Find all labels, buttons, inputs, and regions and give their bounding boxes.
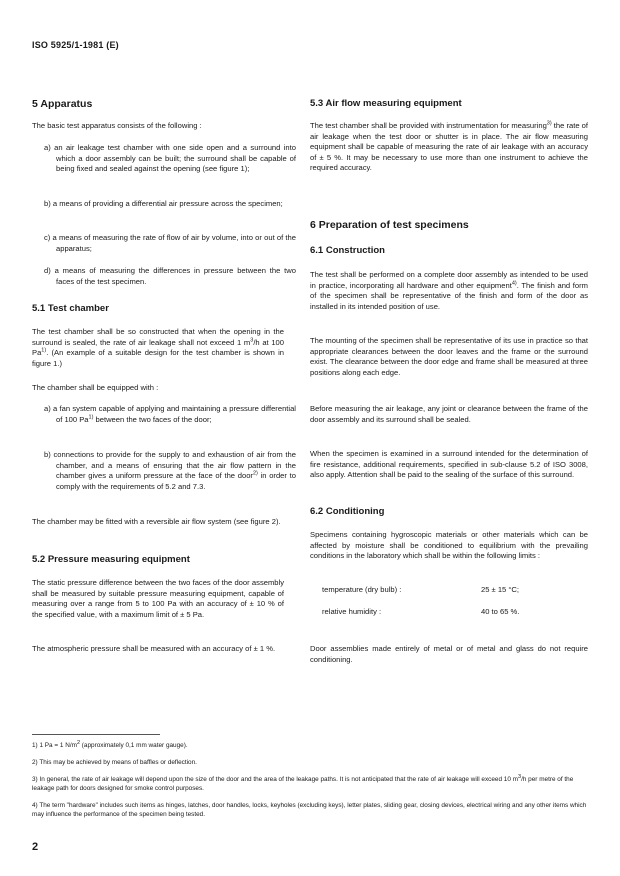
chamber-item-b: b) connections to provide for the supply to and exhaustion of air from the chamber, and a means of ensuring that the air flow pattern in the chamber gives a uniform pressure at the face of the door$^{2)}$ in order to comply with the requirements of 5.2 and 7.3. xyxy=(44,450,296,491)
apparatus-item-a: a) an air leakage test chamber with one side open and a surround into which a door assembly can be built; the surround shall be capable of being fixed and sealed against the opening (see figure 1); xyxy=(44,143,296,174)
section-5-1-heading: 5.1 Test chamber xyxy=(32,303,109,314)
apparatus-item-c: c) a means of measuring the rate of flow of air by volume, into or out of the apparatus; xyxy=(44,233,296,253)
section-6-1-para-3: Before measuring the air leakage, any joint or clearance between the frame of the door assembly and its surround shall be sealed. xyxy=(310,404,588,424)
section-5-3-para-1: The test chamber shall be provided with instrumentation for measuring$^{3)}$ the rate of air leakage when the test door or shutter is in place. The air flow measuring equipment shall be capable of measuring the rate of air leakage with an accuracy of ± 5 %. It may be necessary to use more than one instrument to achieve the required accuracy. xyxy=(310,120,588,173)
footnote-divider xyxy=(32,734,160,735)
chamber-item-a: a) a fan system capable of applying and maintaining a pressure differential of 100 Pa$^{1)}$ between the two faces of the door; xyxy=(44,404,296,424)
humidity-label: relative humidity : xyxy=(322,607,382,616)
humidity-value: 40 to 65 %. xyxy=(481,607,520,616)
section-5-2-para-1: The static pressure difference between the two faces of the door assembly shall be measured by suitable pressure measuring equipment, capable of measuring over a range from 5 to 100 Pa with an accuracy of ± 10 % of the specified value, with a maximum limit of ± 5 Pa. xyxy=(32,578,284,619)
section-5-heading: 5 Apparatus xyxy=(32,98,93,110)
section-5-2-heading: 5.2 Pressure measuring equipment xyxy=(32,554,190,565)
footnote-3: 3) In general, the rate of air leakage will depend upon the size of the door and the area of the leakage paths. It is not anticipated that the rate of air leakage will exceed 10 $m^3/h$ per metre of the leakage path for doors designed for smoke control purposes. xyxy=(32,773,574,793)
page-number: 2 xyxy=(32,841,39,853)
section-5-3-heading: 5.3 Air flow measuring equipment xyxy=(310,98,462,109)
temperature-value: 25 ± 15 °C; xyxy=(481,585,520,594)
section-6-2-heading: 6.2 Conditioning xyxy=(310,506,385,517)
section-5-1-para-3: The chamber may be fitted with a reversible air flow system (see figure 2). xyxy=(32,517,281,526)
footnote-4: 4) The term "hardware" includes such items as hinges, latches, door handles, locks, keyholes (excluding keys), letter plates, sliding gear, closing devices, electrical wiring and any other items which may influence the performance of the specimen being tested. xyxy=(32,802,587,819)
section-6-2-para-1: Specimens containing hygroscopic materials or other materials which can be affected by moisture shall be conditioned to equilibrium with the prevailing conditions in the laboratory which shall be within the following limits : xyxy=(310,530,588,561)
section-6-1-heading: 6.1 Construction xyxy=(310,245,385,256)
section-6-1-para-2: The mounting of the specimen shall be representative of its use in practice so that appropriate clearances between the door leaves and the frame or the surround exist. The clearance between the door edge and frame shall be measured at three positions along each edge. xyxy=(310,336,588,377)
footnote-2: 2) This may be achieved by means of baffles or deflection. xyxy=(32,759,197,766)
section-6-2-para-2: Door assemblies made entirely of metal or of metal and glass do not require conditioning. xyxy=(310,644,588,664)
section-5-2-para-2: The atmospheric pressure shall be measured with an accuracy of ± 1 %. xyxy=(32,644,276,653)
section-5-1-para-2: The chamber shall be equipped with : xyxy=(32,383,159,392)
footnote-1: 1) 1 Pa = 1 $N/m^2$ (approximately 0,1 mm water gauge). xyxy=(32,739,188,749)
section-5-intro: The basic test apparatus consists of the following : xyxy=(32,121,202,130)
apparatus-item-d: d) a means of measuring the differences in pressure between the two faces of the test specimen. xyxy=(44,266,296,286)
section-5-1-para-1: The test chamber shall be so constructed that when the opening in the surround is sealed, the rate of air leakage shall not exceed 1 $m^3/h$ at 100 Pa$^{1)}$. (An example of a suitable design for the test chamber is shown in figure 1.) xyxy=(32,327,284,368)
standard-reference: ISO 5925/1-1981 (E) xyxy=(32,40,119,50)
apparatus-item-b: b) a means of providing a differential air pressure across the specimen; xyxy=(44,199,283,208)
temperature-label: temperature (dry bulb) : xyxy=(322,585,402,594)
section-6-1-para-4: When the specimen is examined in a surround intended for the determination of fire resistance, additional requirements, specified in sub-clause 5.2 of ISO 3008, also apply. Attention shall be paid to the sealing of the surface of this surround. xyxy=(310,449,588,480)
section-6-heading: 6 Preparation of test specimens xyxy=(310,219,469,231)
section-6-1-para-1: The test shall be performed on a complete door assembly as intended to be used in practice, incorporating all hardware and other equipment$^{4)}$. The finish and form of the specimen shall be representative of the finish and form of the door as installed in its intended position of use. xyxy=(310,270,588,311)
